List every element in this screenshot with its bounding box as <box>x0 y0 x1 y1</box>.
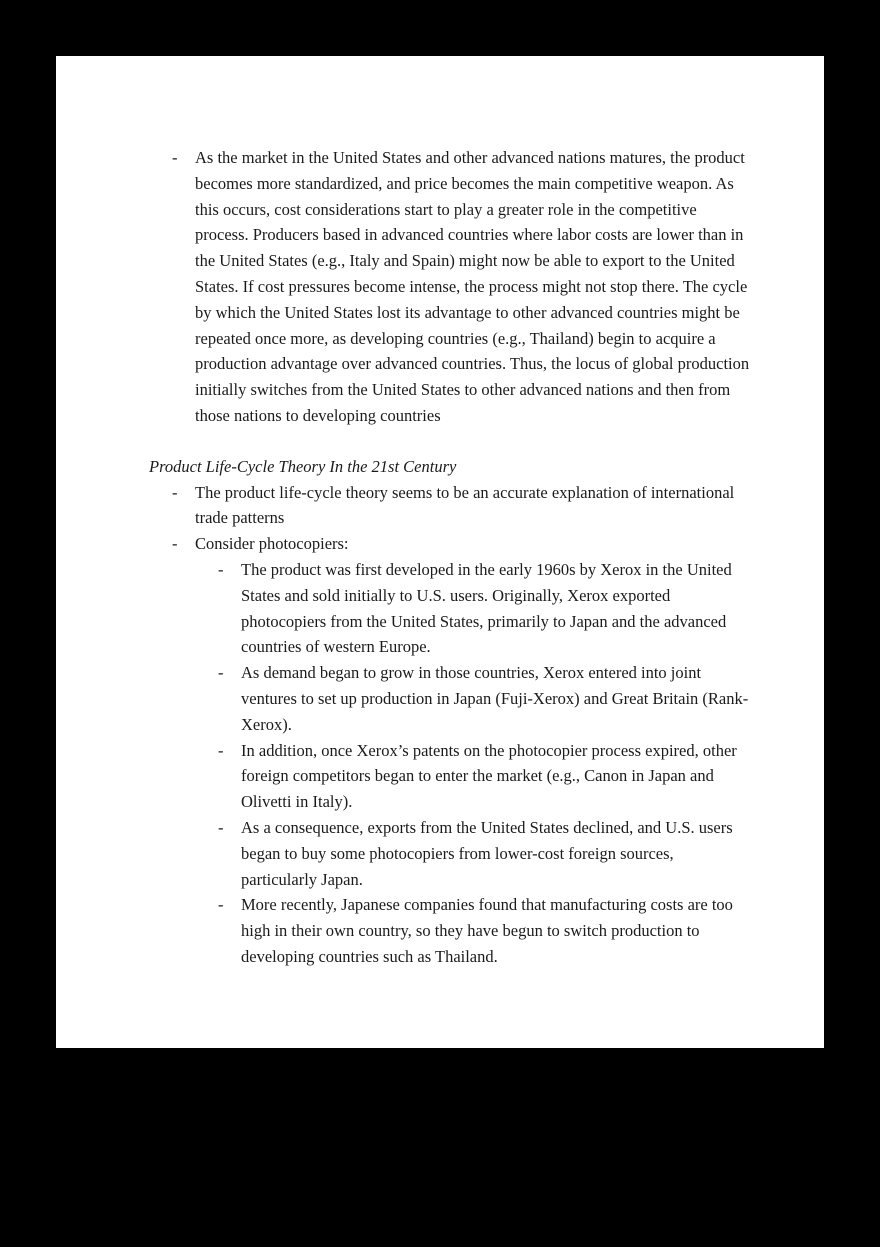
list-item <box>56 480 824 532</box>
bullet-dash: - <box>172 482 178 502</box>
list-item <box>56 145 824 429</box>
bullet-dash: - <box>218 895 224 915</box>
document-page <box>56 56 824 1048</box>
document-content <box>56 145 824 970</box>
section-heading: Product Life-Cycle Theory In the 21st Century <box>149 456 457 476</box>
list-item <box>56 557 824 660</box>
bullet-text: The product life-cycle theory seems to be an accurate explanation of international trade patterns <box>195 482 735 528</box>
bullet-text: In addition, once Xerox’s patents on the photocopier process expired, other foreign competitors began to enter the market (e.g., Canon in Japan and Olivetti in Italy). <box>241 740 737 812</box>
list-item <box>56 531 824 557</box>
list-item <box>56 892 824 969</box>
list-item <box>56 815 824 892</box>
bullet-dash: - <box>172 148 178 167</box>
bullet-text: Consider photocopiers: <box>195 534 349 554</box>
list-item <box>56 660 824 737</box>
bullet-dash: - <box>218 740 224 760</box>
bullet-dash: - <box>218 663 224 683</box>
bullet-text: As a consequence, exports from the United States declined, and U.S. users began to buy some photocopiers from lower-cost foreign sources, particularly Japan. <box>241 817 733 889</box>
list-item <box>56 738 824 815</box>
bullet-text: As the market in the United States and other advanced nations matures, the product becomes more standardized, and price becomes the main competitive weapon. As this occurs, cost considerations start to play a greater role in the competitive process. Producers based in advanced countries where labor costs are lower than in the United States (e.g., Italy and Spain) might now be able to export to the United States. If cost pressures become intense, the process might not stop there. The cycle by which the United States lost its advantage to other advanced countries might be repeated once more, as developing countries (e.g., Thailand) begin to acquire a production advantage over advanced countries. Thus, the locus of global production initially switches from the United States to other advanced nations and then from those nations to developing countries <box>195 148 750 425</box>
bullet-dash: - <box>172 534 178 554</box>
bullet-text: The product was first developed in the early 1960s by Xerox in the United States and sold initially to U.S. users. Originally, Xerox exported photocopiers from the United States, primarily to Japan and the advanced countries of western Europe. <box>241 559 732 657</box>
bullet-dash: - <box>218 559 224 579</box>
bullet-dash: - <box>218 817 224 837</box>
bullet-text: As demand began to grow in those countries, Xerox entered into joint ventures to set up production in Japan (Fuji-Xerox) and Great Britain (Rank-Xerox). <box>241 663 749 734</box>
bullet-text: More recently, Japanese companies found that manufacturing costs are too high in their own country, so they have begun to switch production to developing countries such as Thailand. <box>241 895 733 966</box>
